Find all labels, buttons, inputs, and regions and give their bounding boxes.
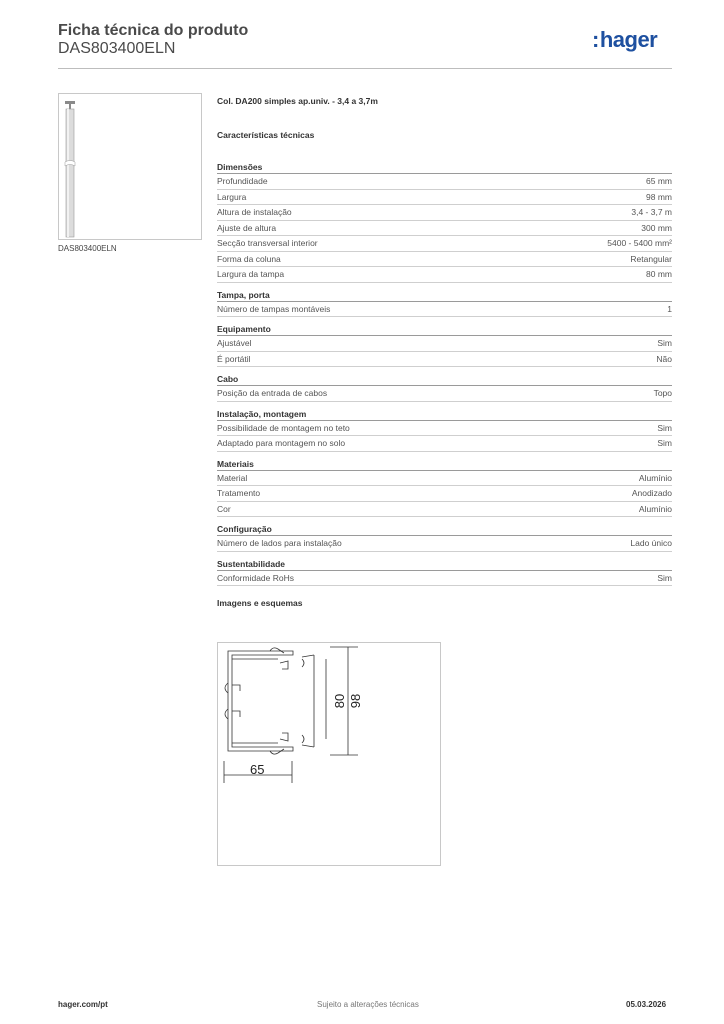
spec-row [217, 236, 672, 252]
spec-row [217, 190, 672, 206]
spec-row [217, 336, 672, 352]
technical-drawing [217, 642, 441, 866]
column-image [59, 94, 201, 239]
product-code: DAS803400ELN [58, 40, 176, 57]
dimension-65: 65 [250, 762, 265, 777]
spec-value: Sim [657, 338, 672, 348]
section-title: Dimensões [217, 155, 672, 174]
section-title: Cabo [217, 367, 672, 386]
dimension-98: 98 [348, 693, 363, 709]
header-divider [58, 68, 672, 69]
spec-row [217, 421, 672, 437]
spec-label: Material [217, 472, 248, 483]
spec-label: Tratamento [217, 488, 261, 498]
spec-row [217, 386, 672, 402]
spec-value: Alumínio [638, 503, 672, 514]
spec-label: Largura [217, 191, 247, 202]
spec-label: É portátil [217, 353, 251, 364]
spec-label: Profundidade [217, 176, 268, 186]
spec-value: Retangular [630, 253, 672, 264]
spec-row [217, 174, 672, 190]
spec-row [217, 205, 672, 221]
spec-label: Largura da tampa [217, 269, 285, 279]
spec-row [217, 436, 672, 452]
spec-row [217, 221, 672, 237]
spec-value: Sim [657, 422, 672, 433]
specs-heading: Características técnicas [217, 130, 315, 140]
product-name: Col. DA200 simples ap.univ. - 3,4 a 3,7m [217, 96, 378, 106]
spec-label: Conformidade RoHs [217, 572, 295, 583]
spec-sections [217, 155, 672, 586]
spec-row [217, 267, 672, 283]
spec-value: 65 mm [646, 176, 672, 186]
spec-label: Posição da entrada de cabos [217, 388, 328, 398]
spec-label: Ajustável [217, 338, 252, 348]
section-title: Equipamento [217, 317, 672, 336]
spec-value: Sim [657, 438, 672, 448]
spec-label: Ajuste de altura [217, 222, 277, 233]
product-thumbnail [58, 93, 202, 240]
thumbnail-caption: DAS803400ELN [58, 244, 117, 253]
spec-value: 3,4 - 3,7 m [631, 207, 672, 217]
section-title: Instalação, montagem [217, 402, 672, 421]
section-title: Sustentabilidade [217, 552, 672, 571]
spec-value: Anodizado [631, 488, 672, 498]
section-title: Configuração [217, 517, 672, 536]
spec-row [217, 252, 672, 268]
spec-row [217, 302, 672, 318]
profile-schematic [218, 643, 440, 865]
footer-notice: Sujeito a alterações técnicas [317, 1000, 419, 1009]
section-title: Materiais [217, 452, 672, 471]
dimension-80: 80 [332, 693, 347, 709]
spec-label: Cor [217, 503, 231, 514]
spec-label: Número de tampas montáveis [217, 303, 331, 314]
hager-logo: :hager [592, 27, 658, 52]
spec-row [217, 536, 672, 552]
spec-row [217, 571, 672, 587]
logo-text: hager [599, 27, 658, 52]
spec-value: Sim [657, 572, 672, 583]
footer-website[interactable]: hager.com/pt [58, 1000, 108, 1009]
spec-label: Adaptado para montagem no solo [217, 438, 346, 448]
spec-value: Alumínio [638, 472, 672, 483]
spec-content [217, 96, 672, 608]
spec-row [217, 352, 672, 368]
spec-value: Topo [653, 388, 672, 398]
spec-label: Secção transversal interior [217, 238, 318, 248]
spec-row [217, 486, 672, 502]
spec-label: Possibilidade de montagem no teto [217, 422, 350, 433]
spec-label: Forma da coluna [217, 253, 281, 264]
section-title: Tampa, porta [217, 283, 672, 302]
spec-value: Não [656, 353, 672, 364]
spec-label: Número de lados para instalação [217, 538, 342, 548]
spec-value: 98 mm [646, 191, 672, 202]
footer-date: 05.03.2026 [626, 1000, 667, 1009]
images-heading: Imagens e esquemas [217, 598, 303, 608]
spec-row [217, 502, 672, 518]
spec-value: 5400 - 5400 mm² [607, 238, 672, 248]
spec-value: Lado único [630, 538, 672, 548]
spec-label: Altura de instalação [217, 207, 292, 217]
spec-value: 1 [667, 303, 672, 314]
spec-value: 80 mm [646, 269, 672, 279]
spec-value: 300 mm [641, 222, 672, 233]
spec-row [217, 471, 672, 487]
document-title: Ficha técnica do produto [58, 22, 249, 39]
